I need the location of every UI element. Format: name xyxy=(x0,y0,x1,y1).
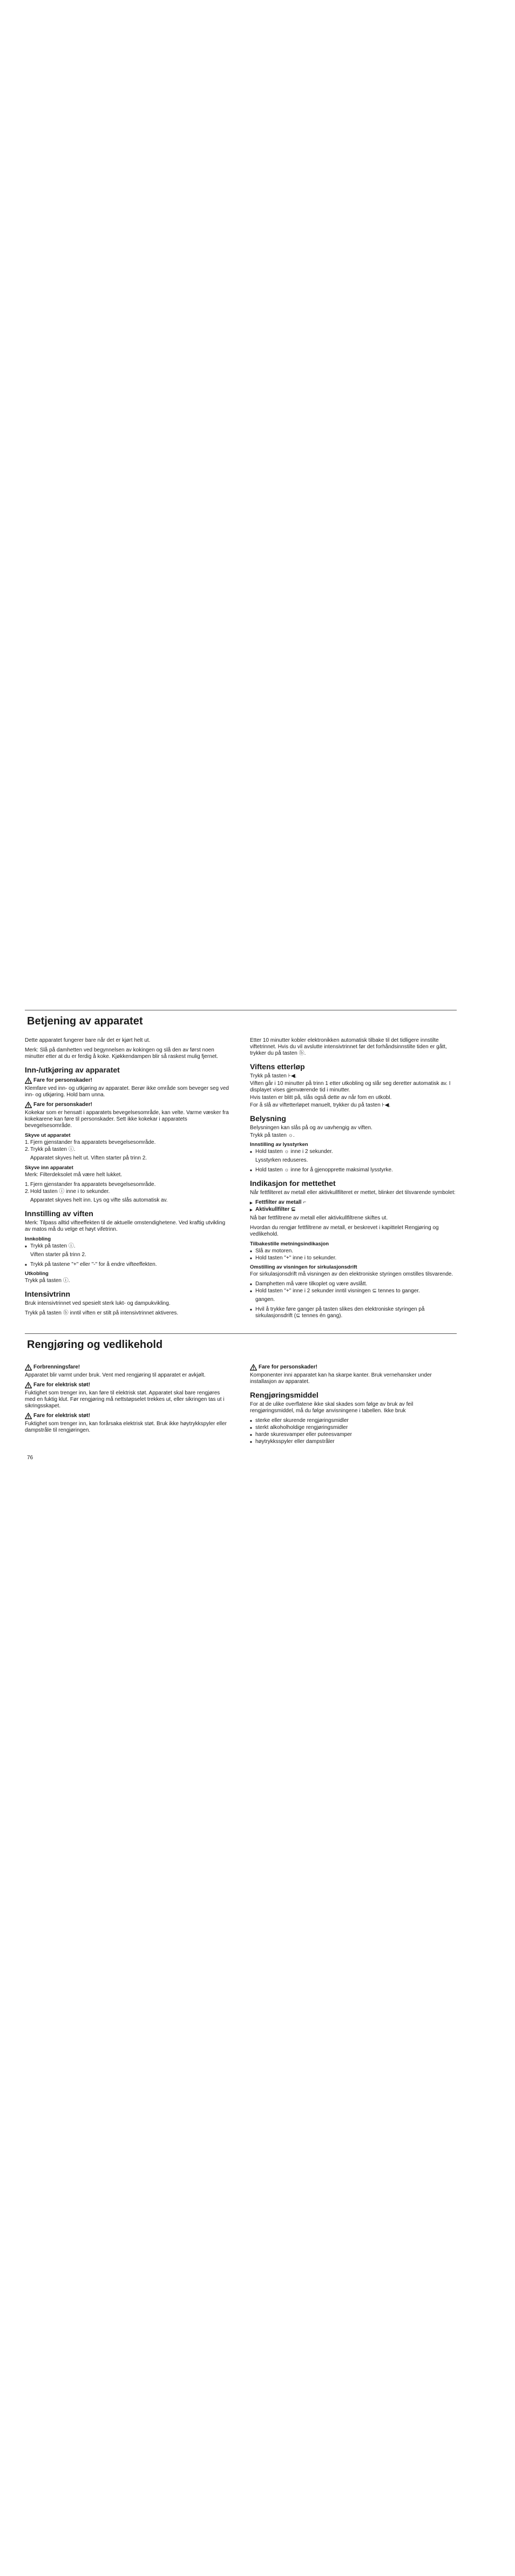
saturation-text-2: Nå bør fettfiltrene av metall eller aktivkullfiltrene skiftes ut. xyxy=(250,1215,388,1221)
heading-push-in: Skyve inn apparatet xyxy=(25,1165,73,1171)
cleaning-agents-list xyxy=(250,1418,457,1445)
switch-on-sub: Viften starter på trinn 2. xyxy=(30,1252,86,1258)
fan-note: Merk: Tilpass alltid vifteeffekten til de aktuelle omstendighetene. Ved kraftig utvikling av matos må du velge et høyt vifetrinn. xyxy=(25,1220,226,1232)
list-item: ■ Hold tasten "+" inne i to sekunder. xyxy=(250,1255,457,1262)
switch-display-text: For sirkulasjonsdrift må visningen av den elektroniske styringen omstilles tilsvarende. xyxy=(250,1271,453,1277)
cleaning-agents-text: For at de ulike overflatene ikke skal skades som følge av bruk av feil rengjøringsmiddel, må du følge anvisningene i tabellen. Ikke bruk xyxy=(250,1401,414,1414)
warning-d xyxy=(250,1364,457,1371)
switch-on-list-2 xyxy=(25,1262,232,1268)
warning-b-text: Fuktighet som trenger inn, kan føre til elektrisk støt. Apparatet skal bare rengjøres med en fuktig klut. Før rengjøring må nettstøpselet trekkes ut, eller sikringen tas ut i sikringsskapet. xyxy=(25,1390,225,1409)
list-item: ■ sterke eller skurende rengjøringsmidler xyxy=(250,1418,457,1424)
manual-page xyxy=(25,1010,457,1461)
warning-2-text: Kokekar som er hensatt i apparatets bevegelsesområde, kan velte. Varme væsker fra kokekarene kan føre til personskader. Sett ikke kokekar i apparatets bevegelsesområde. xyxy=(25,1110,229,1129)
intensive-text-2: Trykk på tasten ⓑ inntil viften er stilt på intensivtrinnet aktiveres. xyxy=(25,1310,179,1316)
heading-switch-display: Omstilling av visningen for sirkulasjonsdrift xyxy=(250,1264,357,1270)
heading-cleaning-agents: Rengjøringsmiddel xyxy=(250,1391,319,1399)
intensive-continued: Etter 10 minutter kobler elektronikken automatisk tilbake til det tidligere innstilte viftetrinnet. Hvis du vil avslutte intensivtrinnet før det forhåndsinnstilte tiden er gått, trykker du på tasten ⓑ. xyxy=(250,1037,447,1056)
list-item: ■ Hold tasten ☼ inne i 2 sekunder. xyxy=(250,1149,457,1155)
afterrun-text-4: For å slå av viftetterløpet manuelt, trykker du på tasten ⊦◀. xyxy=(250,1102,391,1108)
reset-list xyxy=(250,1248,457,1262)
list-item: ■ Hvil å trykke føre ganger på tasten slikes den elektroniske styringen på sirkulasjonsdrift (⊆ tennes én gang). xyxy=(250,1306,457,1319)
heading-reset: Tilbakestille metningsindikasjon xyxy=(250,1241,329,1247)
warning-triangle-icon xyxy=(25,1364,32,1371)
push-out-result: Apparatet skyves helt ut. Viften starter på trinn 2. xyxy=(30,1155,147,1161)
push-in-note: Merk: Filterdeksolet må være helt lukket. xyxy=(25,1172,123,1178)
list-item: ■ Damphetten må være tilkoplet og være avslått. xyxy=(250,1281,457,1287)
section-cleaning-columns xyxy=(25,1361,457,1447)
heading-light-adjust: Innstilling av lysstyrken xyxy=(250,1142,308,1148)
saturation-list xyxy=(250,1199,457,1213)
warning-triangle-icon xyxy=(25,1413,32,1419)
warning-b-title: Fare for elektrisk støt! xyxy=(33,1382,91,1388)
heading-switch-on: Innkobling xyxy=(25,1236,51,1242)
column-left-2 xyxy=(25,1361,232,1447)
list-item: ■ sterkt alkoholholdige rengjøringsmidler xyxy=(250,1425,457,1431)
page-number: 76 xyxy=(27,1455,33,1461)
list-item: 1. Fjern gjenstander fra apparatets bevegelsesområde. xyxy=(25,1139,156,1145)
list-item: 2. Trykk på tasten ⓘ. xyxy=(25,1147,76,1152)
warning-d-text: Komponenter inni apparatet kan ha skarpe kanter. Bruk vernehansker under installasjon av apparatet. xyxy=(250,1372,432,1385)
list-item: ■ Slå av motoren. xyxy=(250,1248,457,1255)
afterrun-text-1: Trykk på tasten ⊦◀. xyxy=(250,1073,297,1079)
list-item: ▸ Aktivkullfilter ⊆ xyxy=(250,1206,457,1213)
list-item: ▸ Fettfilter av metall ⌐ xyxy=(250,1199,457,1206)
column-right-2 xyxy=(250,1361,457,1447)
push-in-steps xyxy=(25,1182,232,1195)
heading-afterrun: Viftens etterløp xyxy=(250,1062,305,1071)
switch-on-list xyxy=(25,1243,232,1250)
heading-intensive: Intensivtrinn xyxy=(25,1290,71,1298)
intensive-text: Bruk intensivtrinnet ved spesielt sterk lukt- og dampukvikling. xyxy=(25,1300,171,1306)
light-text: Belysningen kan slås på og av uavhengig av viften. xyxy=(250,1125,372,1131)
light-text-2: Trykk på tasten ☼. xyxy=(250,1132,295,1138)
section-operation-columns xyxy=(25,1037,457,1321)
warning-1 xyxy=(25,1077,232,1084)
list-item: ■ høytrykksspyler eller dampstråler xyxy=(250,1439,457,1445)
warning-a-text: Apparatet blir varmt under bruk. Vent med rengjøring til apparatet er avkjølt. xyxy=(25,1372,206,1378)
heading-fan: Innstilling av viften xyxy=(25,1209,93,1218)
section-title-operation: Betjening av apparatet xyxy=(27,1015,143,1027)
push-in-result: Apparatet skyves helt inn. Lys og vifte slås automatisk av. xyxy=(30,1197,168,1203)
heading-saturation: Indikasjon for mettethet xyxy=(250,1179,336,1188)
saturation-text-3: Hvordan du rengjør fettfiltrene av metall, er beskrevet i kapittelet Rengjøring og vedlikehold. xyxy=(250,1225,439,1237)
switch-display-list xyxy=(250,1281,457,1294)
intro-note: Merk: Slå på damhetten ved begynnelsen av kokingen og slå den av først noen minutter etter at du er ferdig å koke. Kjøkkendampen blir så raskest mulig fjernet. xyxy=(25,1047,218,1060)
warning-1-title: Fare for personskader! xyxy=(33,1077,92,1083)
section-title-cleaning: Rengjøring og vedlikehold xyxy=(27,1339,163,1351)
warning-triangle-icon xyxy=(25,1382,32,1388)
heading-inout: Inn-/utkjøring av apparatet xyxy=(25,1066,120,1074)
warning-b xyxy=(25,1382,232,1388)
column-left xyxy=(25,1037,232,1321)
switch-display-list-2 xyxy=(250,1306,457,1319)
switch-off-text: Trykk på tasten ⓘ. xyxy=(25,1278,70,1284)
list-item: 1. Fjern gjenstander fra apparatets bevegelsesområde. xyxy=(25,1182,156,1188)
list-item: ■ Hold tasten "+" inne i 2 sekunder inntil visningen ⊆ tennes to ganger. xyxy=(250,1288,457,1294)
list-item: ■ harde skuresvamper eller puteesvamper xyxy=(250,1432,457,1438)
warning-d-title: Fare for personskader! xyxy=(259,1364,317,1370)
warning-triangle-icon xyxy=(25,1077,32,1084)
section-rule-2 xyxy=(25,1333,457,1334)
light-list xyxy=(250,1149,457,1155)
switch-display-sub: gangen. xyxy=(255,1297,275,1303)
warning-2-title: Fare for personskader! xyxy=(33,1102,92,1108)
warning-a-title: Forbrenningsfare! xyxy=(33,1364,80,1370)
warning-triangle-icon xyxy=(250,1364,257,1371)
afterrun-text-3: Hvis tasten er blitt på, slås også dette av når fom en utkobl. xyxy=(250,1095,392,1101)
warning-c xyxy=(25,1413,232,1419)
warning-2 xyxy=(25,1102,232,1108)
light-list-2 xyxy=(250,1167,457,1174)
warning-1-text: Klemfare ved inn- og utkjøring av apparatet. Berør ikke område som beveger seg ved inn- og utkjøring. Hold barn unna. xyxy=(25,1085,229,1098)
intro-text: Dette apparatet fungerer bare når det er kjørt helt ut. xyxy=(25,1037,151,1043)
list-item: ■ Trykk på tastene "+" eller "-" for å endre vifteeffekten. xyxy=(25,1262,232,1268)
saturation-text: Når fettfilteret av metall eller aktivkullfilteret er mettet, blinker det tilsvarende symbolet: xyxy=(250,1190,456,1196)
heading-switch-off: Utkobling xyxy=(25,1271,49,1277)
warning-triangle-icon xyxy=(25,1102,32,1108)
warning-c-title: Fare for elektrisk støt! xyxy=(33,1413,91,1419)
heading-push-out: Skyve ut apparatet xyxy=(25,1132,71,1138)
warning-c-text: Fuktighet som trenger inn, kan forårsaka elektrisk støt. Bruk ikke høytrykkspyler eller dampstråle til rengjøringen. xyxy=(25,1421,227,1433)
list-item: ■ Hold tasten ☼ inne for å gjenopprette maksimal lysstyrke. xyxy=(250,1167,457,1174)
light-sub: Lysstyrken reduseres. xyxy=(255,1157,308,1163)
heading-light: Belysning xyxy=(250,1114,286,1123)
warning-a xyxy=(25,1364,232,1371)
afterrun-text-2: Viften går i 10 minutter på trinn 1 etter utkobling og slår seg deretter automatisk av. I displayet vises gjenværende tid i minutter. xyxy=(250,1081,451,1093)
list-item: 2. Hold tasten ⓘ inne i to sekunder. xyxy=(25,1189,110,1195)
column-right xyxy=(250,1037,457,1321)
push-out-steps xyxy=(25,1139,232,1153)
list-item: ■ Trykk på tasten ⓘ. xyxy=(25,1243,232,1250)
